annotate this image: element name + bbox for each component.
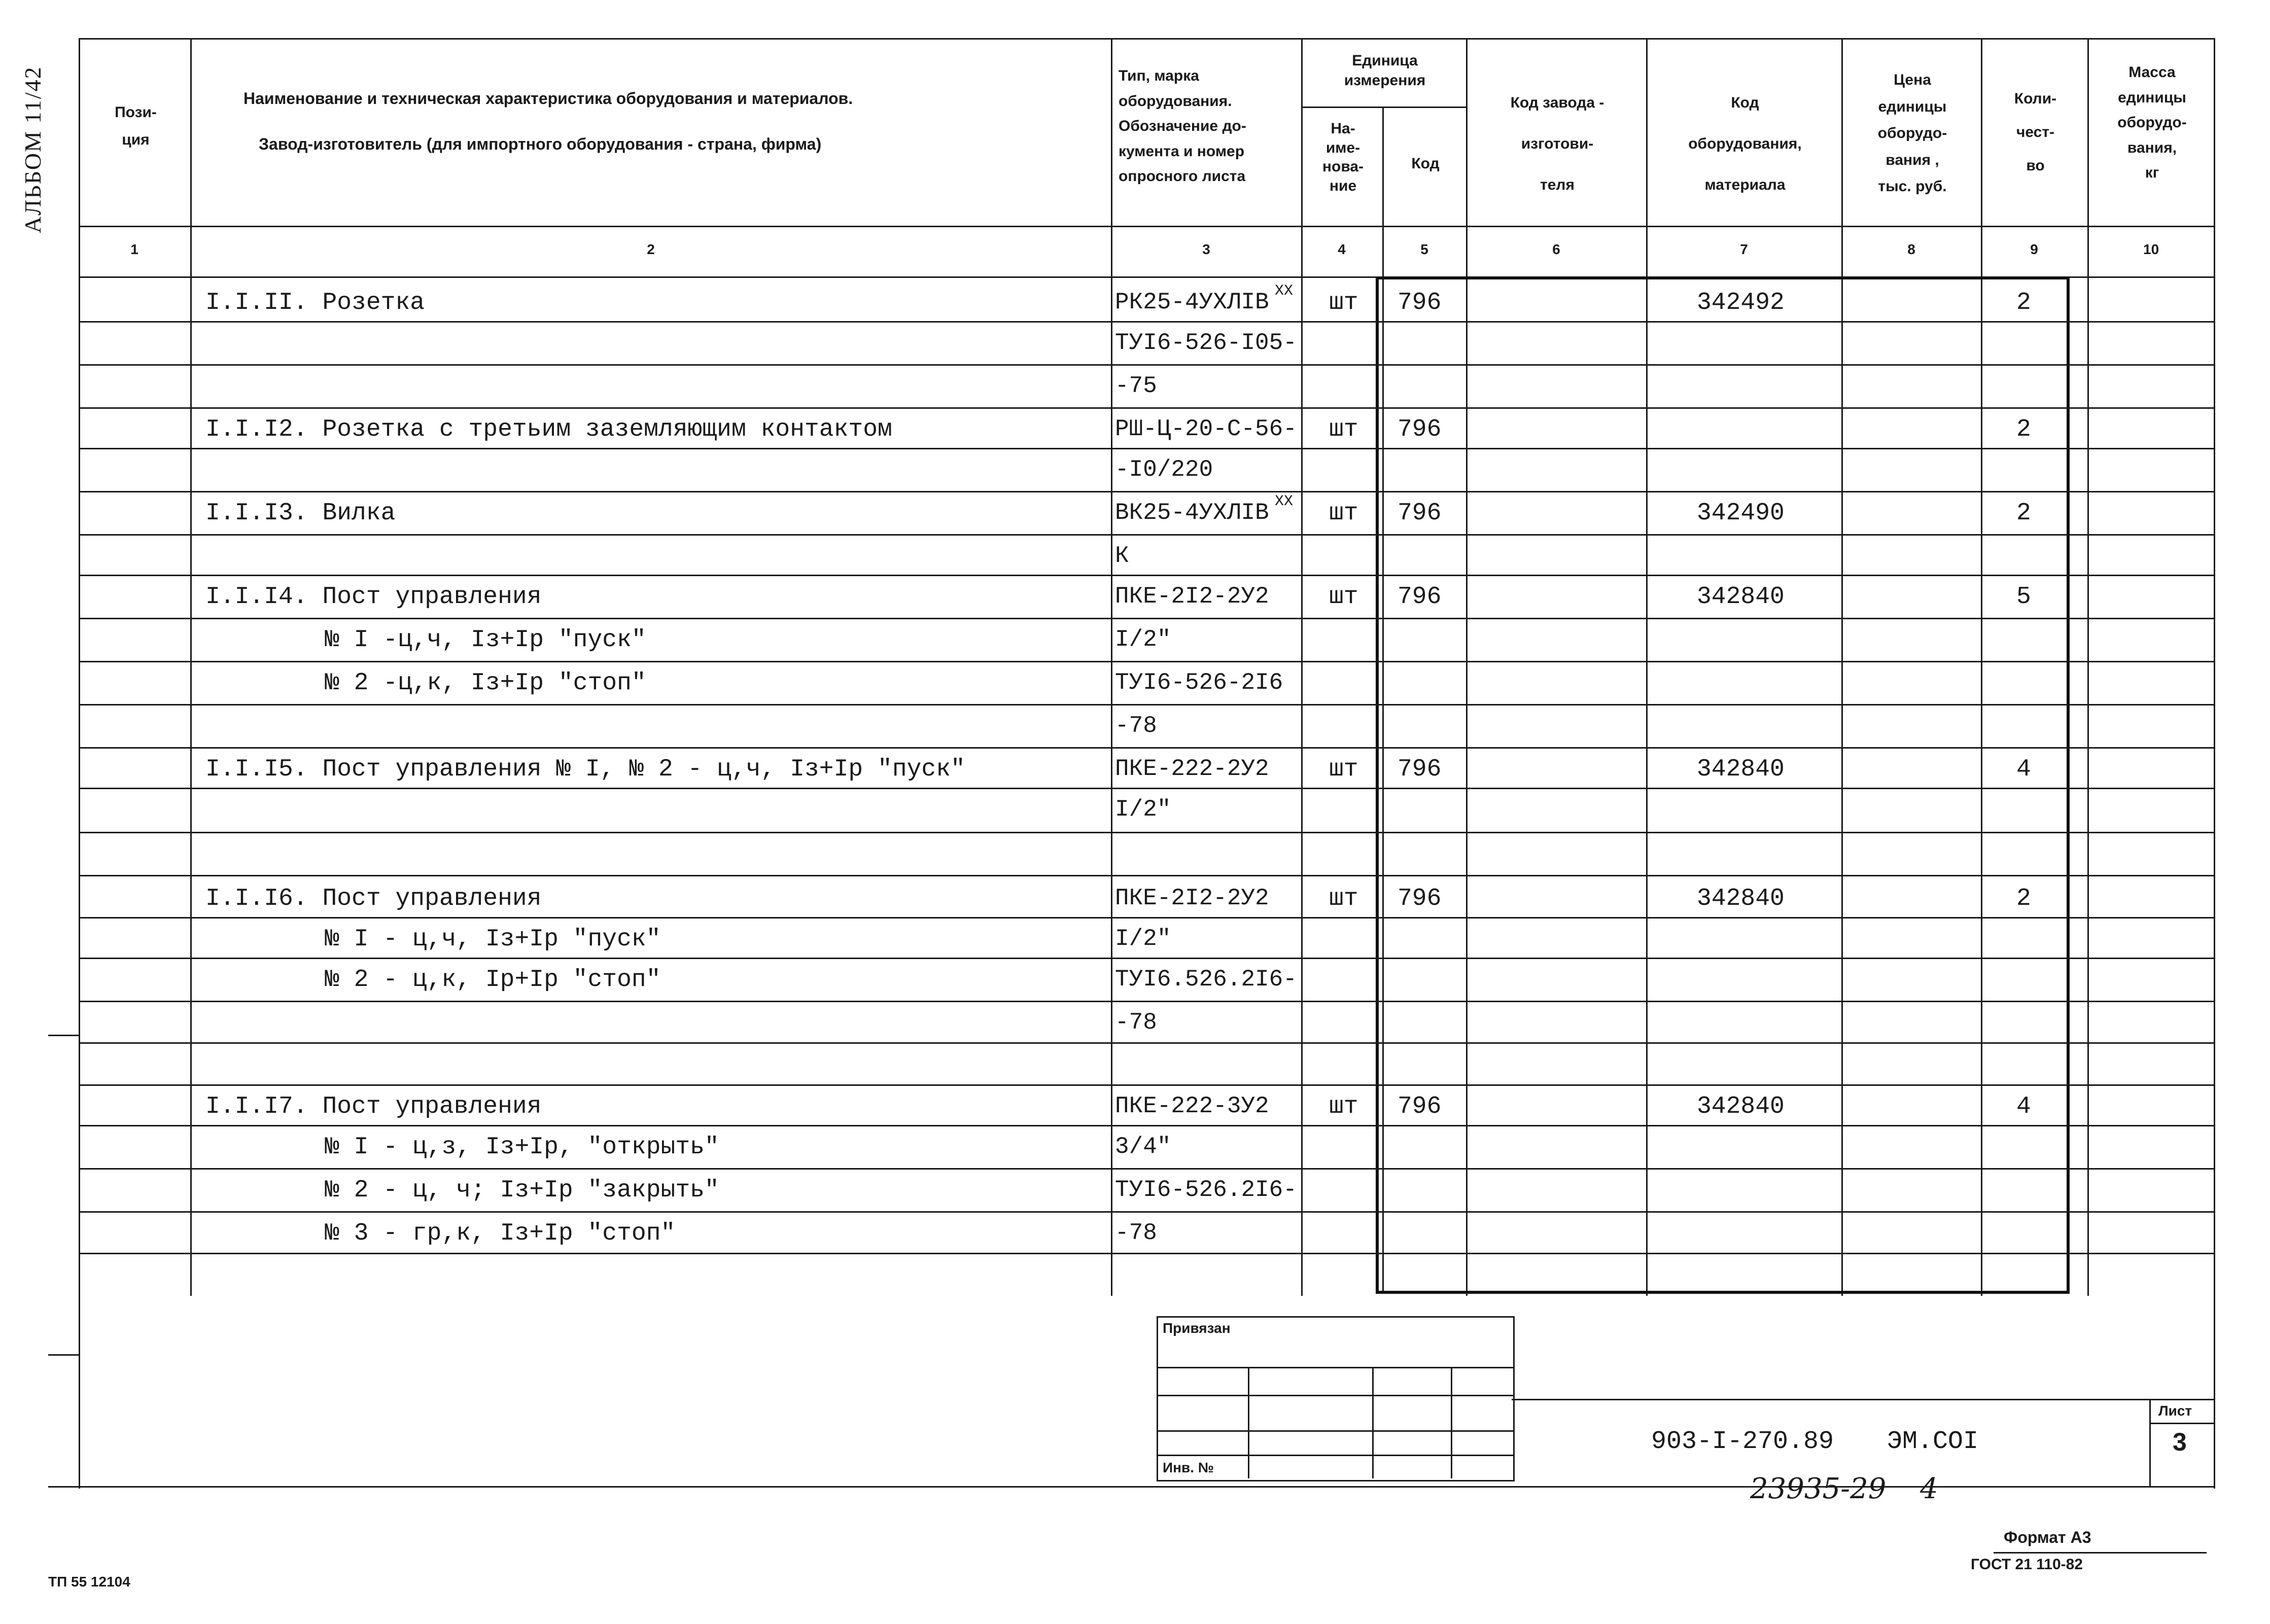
item-name: I.I.I4. Пост управления [205,583,542,611]
header-plant-code: Код завода - изготови- теля [1510,94,1604,193]
item-name: I.I.I6. Пост управления [205,885,542,912]
item-type: -78 [1115,1220,1157,1246]
row-line [79,875,2215,876]
row-line [79,618,2215,619]
item-name: № I - ц,з, Iз+Iр, "открыть" [325,1134,719,1161]
item-type: I/2" [1115,926,1171,952]
item-type: -75 [1115,373,1157,399]
item-unit: шт [1329,1093,1358,1120]
item-type: ТУI6-526-I05- [1115,330,1297,356]
footer-format: Формат А3 [2004,1528,2091,1546]
footer-tp: ТП 55 12104 [48,1574,130,1590]
item-type: ВК25-4УХЛIВ XX [1115,493,1294,526]
row-line [79,1042,2215,1044]
header-unit-group: Единица измерения [1344,52,1426,89]
item-name: I.I.I3. Вилка [205,500,396,527]
item-name: I.I.II. Розетка [205,289,425,316]
item-type-superscript: XX [1275,493,1294,510]
item-quantity: 5 [2016,583,2031,611]
header-qty: Коли- чест- во [2014,90,2057,174]
item-type: I/2" [1115,796,1171,823]
handwritten-page: 4 [1920,1472,1938,1505]
item-material-code: 342840 [1697,756,1785,783]
item-name: I.I.I5. Пост управления № I, № 2 - ц,ч, Iз+Iр "пуск" [205,756,965,783]
row-line [79,534,2215,536]
item-quantity: 2 [2016,500,2031,527]
header-unit-name: На- име- нова- ние [1322,120,1364,194]
item-unit: шт [1329,500,1358,527]
row-line [79,407,2215,409]
header-price: Цена единицы оборудо- вания , тыс. руб. [1877,72,1947,195]
item-material-code: 342490 [1697,500,1785,527]
row-line [79,321,2215,323]
item-type: -I0/220 [1115,456,1213,483]
item-type: ТУI6-526-2I6 [1115,669,1283,696]
header-type: Тип, марка оборудования. Обозначение до- кумента и номер опросного листа [1119,67,1246,185]
column-number: 1 [130,241,138,257]
column-number: 9 [2030,241,2038,257]
stamp-inv: Инв. № [1163,1460,1214,1475]
item-type: I/2" [1115,626,1171,653]
item-material-code: 342840 [1697,583,1785,611]
row-line [79,704,2215,705]
item-name: № 2 - ц,к, Iр+Iр "стоп" [325,966,661,994]
row-line [79,832,2215,833]
header-position: Пози- ция [115,104,157,148]
item-type: 3/4" [1115,1134,1171,1160]
row-line [79,1211,2215,1213]
item-name: № I -ц,ч, Iз+Iр "пуск" [325,626,646,654]
item-material-code: 342840 [1697,885,1785,912]
item-type: -78 [1115,713,1157,739]
item-unit: шт [1329,583,1358,611]
item-unit: шт [1329,416,1358,443]
row-line [79,448,2215,449]
handwritten-reg-number: 23935-29 [1750,1472,1887,1505]
header-mass: Масса единицы оборудо- вания, кг [2117,64,2187,181]
item-unit: шт [1329,756,1358,783]
item-type: ПКЕ-2I2-2У2 [1115,885,1269,911]
row-line [79,1168,2215,1170]
item-type: ПКЕ-222-3У2 [1115,1093,1269,1119]
item-unit: шт [1329,885,1358,912]
item-name: I.I.I7. Пост управления [205,1093,542,1120]
header-name-line2: Завод-изготовитель (для импортного оборудования - страна, фирма) [259,135,822,153]
row-line [79,1125,2215,1126]
row-line [79,1001,2215,1002]
sheet-number: 3 [2173,1428,2187,1456]
row-line [79,917,2215,919]
item-quantity: 4 [2016,1093,2031,1120]
column-number: 5 [1420,241,1428,257]
sheet-label: Лист [2158,1403,2192,1419]
item-type: ПКЕ-2I2-2У2 [1115,583,1269,610]
item-unit: шт [1329,289,1358,316]
row-line [79,491,2215,492]
column-number: 10 [2143,241,2159,257]
doc-number: 903-I-270.89 [1651,1427,1834,1456]
row-line [79,1253,2215,1254]
column-number: 8 [1907,241,1915,257]
header-name-line1: Наименование и техническая характеристика оборудования и материалов. [243,89,853,108]
item-quantity: 2 [2016,885,2031,912]
item-quantity: 2 [2016,289,2031,316]
stamp-privyazan: Привязан [1163,1320,1231,1336]
item-type: ТУI6.526.2I6- [1115,966,1297,993]
item-material-code: 342492 [1697,289,1785,316]
row-line [79,575,2215,576]
item-type: РК25-4УХЛIВ XX [1115,283,1294,315]
item-name: № 3 - гр,к, Iз+Iр "стоп" [325,1220,676,1247]
column-number: 7 [1740,241,1748,257]
row-line [79,364,2215,366]
doc-suffix: ЭМ.COI [1887,1427,1979,1456]
stamp-block [1157,1316,1515,1481]
album-label: АЛЬБОМ 11/42 [20,66,46,233]
header-unit-code: Код [1411,155,1440,172]
row-line [79,1084,2215,1086]
item-unit-code: 796 [1398,500,1442,527]
item-quantity: 2 [2016,416,2031,443]
item-type: К [1115,543,1129,569]
item-type: ПКЕ-222-2У2 [1115,756,1269,782]
item-name: № I - ц,ч, Iз+Iр "пуск" [325,926,661,953]
item-unit-code: 796 [1398,885,1442,912]
item-unit-code: 796 [1398,583,1442,611]
column-number: 2 [647,241,655,257]
header-equipment-code: Код оборудования, материала [1688,94,1802,193]
column-number: 6 [1552,241,1560,257]
item-type-superscript: XX [1275,283,1294,300]
row-line [79,788,2215,789]
item-unit-code: 796 [1398,1093,1442,1120]
item-type: РШ-Ц-20-С-56- [1115,416,1297,442]
column-number: 3 [1202,241,1210,257]
item-name: № 2 - ц, ч; Iз+Iр "закрыть" [325,1177,719,1204]
row-line [79,661,2215,662]
item-unit-code: 796 [1398,756,1442,783]
row-line [79,958,2215,959]
column-number: 4 [1338,241,1346,257]
item-material-code: 342840 [1697,1093,1785,1120]
row-line [79,747,2215,749]
item-quantity: 4 [2016,756,2031,783]
item-type: -78 [1115,1009,1157,1036]
item-type: ТУI6-526.2I6- [1115,1177,1297,1203]
footer-gost: ГОСТ 21 110-82 [1971,1556,2083,1573]
item-name: I.I.I2. Розетка с третьим заземляющим контактом [205,416,892,443]
item-unit-code: 796 [1398,416,1442,443]
item-unit-code: 796 [1398,289,1442,316]
item-name: № 2 -ц,к, Iз+Iр "стоп" [325,669,646,697]
